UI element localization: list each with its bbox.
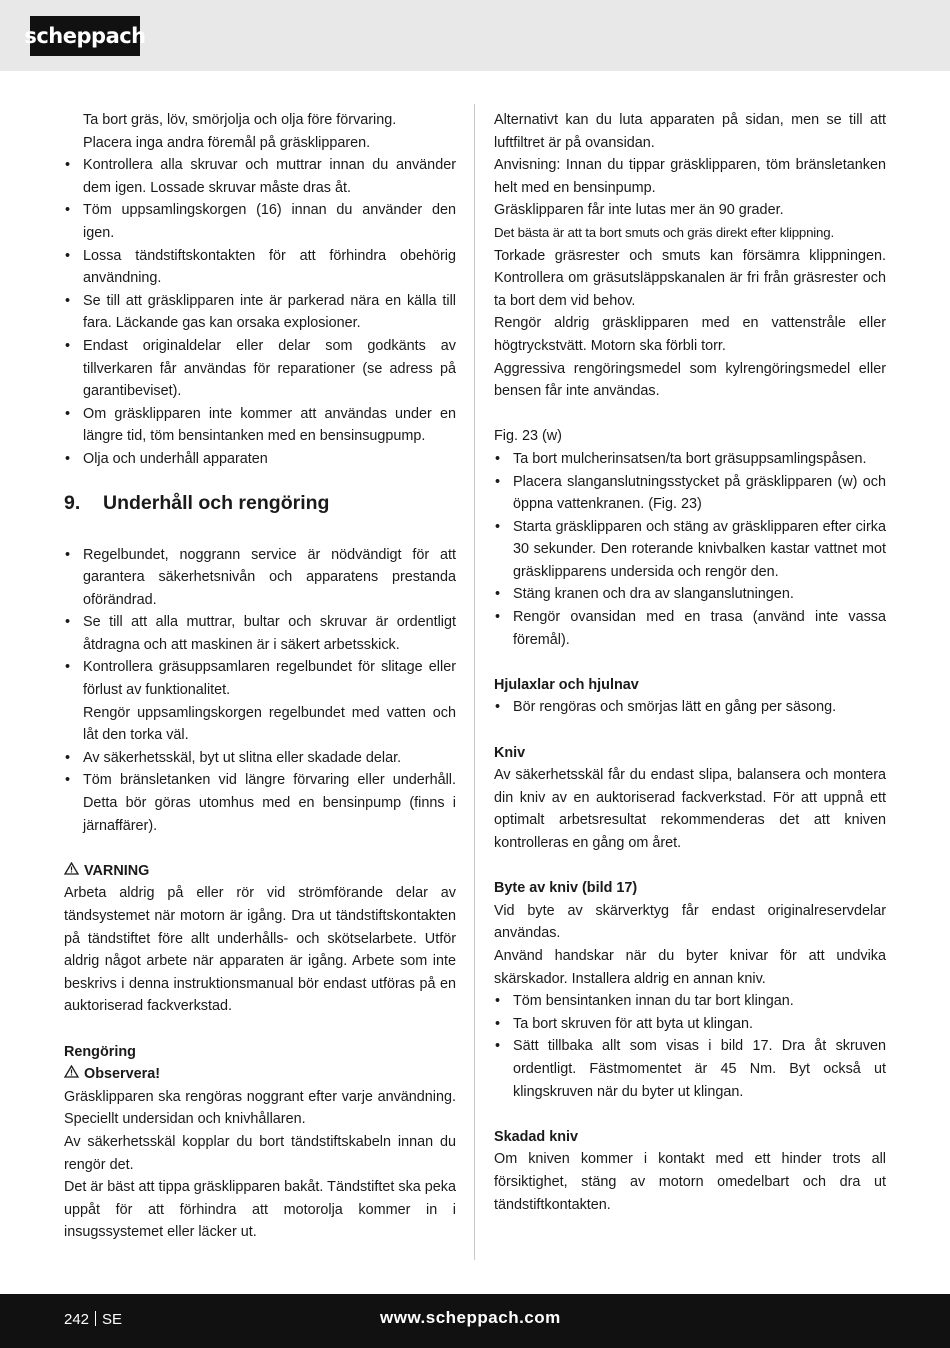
- website-link[interactable]: www.scheppach.com: [380, 1308, 561, 1327]
- knife-text: Av säkerhetsskäl får du endast slipa, balansera och montera din kniv av en auktoriserad fackverkstad. För att uppnå ett optimalt arbetsresultat rekommenderas det att kniven kontrolleras en gång om året.: [494, 767, 886, 851]
- list-item: • Placera slanganslutningsstycket på gräsklipparen (w) och öppna vattenkranen. (Fig. 23): [494, 471, 886, 516]
- list-item: • Rengör ovansidan med en trasa (använd inte vassa föremål).: [494, 606, 886, 651]
- paragraph: Aggressiva rengöringsmedel som kylrengöringsmedel eller bensen får inte användas.: [494, 360, 886, 400]
- list-item: • Töm uppsamlingskorgen (16) innan du använder den igen.: [64, 199, 456, 244]
- paragraph: Torkade gräsrester och smuts kan försämra klippningen. Kontrollera om gräsutsläppskanalen är fri från gräsrester och ta bort dem vid behov.: [494, 247, 886, 309]
- list-item: • Regelbundet, noggrann service är nödvändigt för att garantera säkerhetsnivån och apparatens prestanda oförändrad.: [64, 544, 456, 612]
- replace-list: [494, 990, 886, 1103]
- paragraph-small: Det bästa är att ta bort smuts och gräs direkt efter klippning.: [494, 224, 834, 240]
- paragraph: Rengör aldrig gräsklipparen med en vattenstråle eller högtryckstvätt. Motorn ska förbli torr.: [494, 315, 886, 354]
- paragraph: Alternativt kan du luta apparaten på sidan, men se till att luftfiltret är på ovansidan.: [494, 112, 886, 151]
- axles-heading: Hjulaxlar och hjulnav: [494, 676, 639, 693]
- storage-list: [64, 154, 456, 470]
- section-number: 9.: [64, 491, 81, 514]
- warning-text: Arbeta aldrig på eller rör vid strömförande delar av tändsystemet när motorn är igång. Dra ut tändstiftskontakten på tändstiftet före allt underhålls- och skötselarbete. Utför aldrig något arbete när apparaten är igång. Arbete som inte beskrivs i denna instruktionsmanual bör endast utföras på en auktoriserad fackverkstad.: [64, 885, 456, 1015]
- list-item: • Av säkerhetsskäl, byt ut slitna eller skadade delar.: [64, 747, 456, 770]
- list-item: • Lossa tändstiftskontakten för att förhindra obehörig användning.: [64, 245, 456, 290]
- brand-logo: scheppach: [30, 16, 140, 56]
- caution-heading: Observera!: [64, 1063, 456, 1086]
- right-column: [494, 109, 886, 1216]
- list-item: • Töm bensintanken innan du tar bort klingan.: [494, 990, 886, 1013]
- warning-triangle-icon: [64, 1063, 80, 1086]
- cleaning-paragraph: Det är bäst att tippa gräsklipparen bakåt. Tändstiftet ska peka uppåt för att förhindra att motorolja kommer in i insugssystemet eller läcker ut.: [64, 1179, 456, 1241]
- cleaning-paragraph: Av säkerhetsskäl kopplar du bort tändstiftskabeln innan du rengör det.: [64, 1133, 456, 1173]
- paragraph: Gräsklipparen får inte lutas mer än 90 grader.: [494, 202, 784, 219]
- header-bar: [0, 0, 950, 71]
- page-number: 242 SE: [64, 1311, 123, 1328]
- section-title: Underhåll och rengöring: [103, 491, 330, 514]
- rinse-list: [494, 448, 886, 651]
- replace-knife-heading: Byte av kniv (bild 17): [494, 880, 638, 897]
- warning-heading: VARNING: [64, 860, 456, 883]
- maintenance-list: [64, 544, 456, 702]
- list-item: • Ta bort skruven för att byta ut klingan.: [494, 1013, 886, 1036]
- left-column: [64, 109, 456, 1244]
- paragraph: Vid byte av skärverktyg får endast originalreservdelar användas.: [494, 902, 886, 942]
- list-item: • Ta bort mulcherinsatsen/ta bort gräsuppsamlingspåsen.: [494, 448, 886, 471]
- damaged-knife-text: Om kniven kommer i kontakt med ett hinder trots all försiktighet, stäng av motorn omedelbart och dra ut tändstiftkontakten.: [494, 1151, 886, 1213]
- list-item: • Stäng kranen och dra av slanganslutningen.: [494, 583, 886, 606]
- list-item-continuation: Rengör uppsamlingskorgen regelbundet med vatten och låt den torka väl.: [83, 704, 456, 744]
- maintenance-list-2: [64, 747, 456, 837]
- footer-bar: [0, 1294, 950, 1348]
- language-code: SE: [102, 1311, 123, 1328]
- paragraph: Anvisning: Innan du tippar gräsklipparen, töm bränsletanken helt med en bensinpump.: [494, 157, 886, 196]
- list-item: • Töm bränsletanken vid längre förvaring eller underhåll. Detta bör göras utomhus med en bensinpump (finns i järnaffärer).: [64, 769, 456, 837]
- knife-heading: Kniv: [494, 744, 526, 761]
- warning-triangle-icon: [64, 860, 80, 883]
- list-item: • Se till att alla muttrar, bultar och skruvar är ordentligt åtdragna och att maskinen är i säkert arbetsskick.: [64, 611, 456, 656]
- list-item: • Endast originaldelar eller delar som godkänts av tillverkaren får användas för reparationer (se adress på garantibeviset).: [64, 335, 456, 403]
- damaged-knife-heading: Skadad kniv: [494, 1128, 578, 1145]
- list-item: • Om gräsklipparen inte kommer att användas under en längre tid, töm bensintanken med en bensinsugpump.: [64, 403, 456, 448]
- axles-list: [494, 696, 886, 719]
- list-item: • Kontrollera gräsuppsamlaren regelbundet för slitage eller förlust av funktionalitet.: [64, 656, 456, 701]
- column-divider: [474, 104, 475, 1260]
- intro-line-2: Placera inga andra föremål på gräsklipparen.: [83, 134, 371, 151]
- list-item: • Starta gräsklipparen och stäng av gräsklipparen efter cirka 30 sekunder. Den roterande knivbalken kastar vattnet mot gräsklipparens undersida och rengör den.: [494, 516, 886, 584]
- figure-label: Fig. 23 (w): [494, 428, 562, 445]
- intro-line-1: Ta bort gräs, löv, smörjolja och olja före förvaring.: [83, 112, 397, 128]
- list-item: • Kontrollera alla skruvar och muttrar innan du använder dem igen. Lossade skruvar måste dras åt.: [64, 154, 456, 199]
- list-item: • Olja och underhåll apparaten: [64, 448, 456, 471]
- list-item: • Sätt tillbaka allt som visas i bild 17. Dra åt skruven ordentligt. Fästmomentet är 45 Nm. Byt också ut klingskruven när du byter ut klingan.: [494, 1035, 886, 1103]
- list-item: • Bör rengöras och smörjas lätt en gång per säsong.: [494, 696, 886, 719]
- section-heading: [64, 490, 456, 516]
- cleaning-heading: Rengöring: [64, 1043, 136, 1060]
- paragraph: Använd handskar när du byter knivar för att undvika skärskador. Installera aldrig en annan kniv.: [494, 947, 886, 987]
- cleaning-paragraph: Gräsklipparen ska rengöras noggrant efter varje användning. Speciellt undersidan och knivhållaren.: [64, 1088, 456, 1128]
- list-item: • Se till att gräsklipparen inte är parkerad nära en källa till fara. Läckande gas kan orsaka explosioner.: [64, 290, 456, 335]
